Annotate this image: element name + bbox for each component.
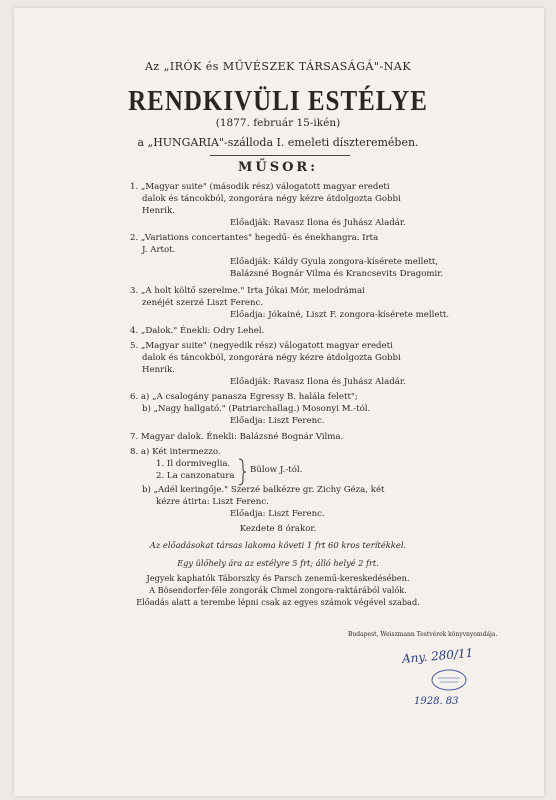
archive-stamp-icon	[430, 668, 468, 692]
ticket-note: Jegyek kaphatók Táborszky és Parsch zenemű-kereskedésében.	[146, 573, 410, 583]
event-date: (1877. február 15-ikén)	[215, 117, 341, 129]
item-line: 6. a) „A csalogány panasza Egressy B. halála felett";	[130, 392, 358, 402]
item-line: kézre átirta: Liszt Ferenc.	[156, 497, 269, 507]
program-item-1	[130, 181, 430, 229]
program-item-6	[130, 391, 430, 427]
program-item-8	[130, 446, 430, 520]
price-note: Egy ülőhely ára az estélyre 5 frt; álló helyé 2 frt.	[177, 558, 379, 568]
item-line: 8. a) Két intermezzo.	[130, 447, 221, 457]
item-line: b) „Adél keringője." Szerzé balkézre gr. Zichy Géza, két	[142, 485, 385, 495]
program-item-3	[130, 285, 450, 321]
item-performers: Előadja: Liszt Ferenc.	[230, 509, 325, 519]
divider	[210, 155, 350, 156]
dinner-note: Az előadásokat társas lakoma követi 1 frt 60 kros terítékkel.	[149, 540, 407, 550]
start-time: Kezdete 8 órakor.	[239, 524, 317, 534]
item-line: 2. La canzonatura	[156, 471, 235, 481]
item-line: zenéjét szerzé Liszt Ferenc.	[142, 298, 264, 308]
item-line: dalok és táncokból, zongorára négy kézre átdolgozta Gobbi	[142, 194, 401, 204]
brace-icon	[237, 458, 247, 486]
item-performers: Előadja: Jókainé, Liszt F. zongora-kísérete mellett.	[230, 310, 450, 320]
piano-note: A Bösendorfer-féle zongorák Chmel zongora-raktárából valók.	[149, 585, 407, 595]
program-item-2	[130, 232, 444, 280]
item-performers: Balázsné Bognár Vilma és Krancsevits Dragomir.	[230, 269, 444, 279]
item-line: b) „Nagy hallgató." (Patriarchallag.) Mosonyi M.-tól.	[142, 404, 371, 414]
item-line: 5. „Magyar suite" (negyedik rész) válogatott magyar eredeti	[130, 341, 393, 351]
society-header: Az „IRÓK és MŰVÉSZEK TÁRSASÁGÁ"-NAK	[144, 60, 412, 73]
item-line: 1. Il dormiveglia.	[156, 459, 231, 469]
item-line: Henrik.	[142, 206, 175, 216]
item-line: dalok és táncokból, zongorára négy kézre átdolgozta Gobbi	[142, 353, 401, 363]
program-item-7	[130, 431, 430, 443]
item-performers: Előadják: Ravasz Ilona és Juhász Aladár.	[230, 377, 406, 387]
page-title: RENDKIVÜLI ESTÉLYE	[128, 85, 428, 117]
program-item-5	[130, 340, 430, 388]
item-line: 4. „Dalok." Énekli: Odry Lehel.	[130, 326, 265, 336]
item-line: J. Artot.	[142, 245, 176, 255]
bulow-credit: Bülow J.-tól.	[250, 465, 303, 475]
entry-note: Előadás alatt a terembe lépni csak az egyes számok végével szabad.	[136, 597, 420, 607]
item-line: 2. „Variations concertantes" hegedű- és énekhangra. Irta	[130, 233, 379, 243]
item-line: Henrik.	[142, 365, 175, 375]
program-item-4	[130, 325, 430, 337]
item-performers: Előadja: Liszt Ferenc.	[230, 416, 325, 426]
item-performers: Előadják: Káldy Gyula zongora-kísérete mellett,	[230, 257, 439, 267]
item-performers: Előadják: Ravasz Ilona és Juhász Aladár.	[230, 218, 406, 228]
item-line: 1. „Magyar suite" (második rész) válogatott magyar eredeti	[130, 182, 390, 192]
item-line: 3. „A holt költő szerelme." Irta Jókai Mór, melodrámai	[130, 286, 365, 296]
program-heading: MŰSOR:	[237, 160, 319, 175]
handwritten-ref: Any. 280/11	[401, 645, 474, 666]
item-line: 7. Magyar dalok. Énekli: Balázsné Bognár Vilma.	[130, 432, 344, 442]
printer-credit: Budapest, Weiszmann Testvérek könyvnyomdája.	[348, 631, 498, 638]
event-venue: a „HUNGARIA"-szálloda I. emeleti díszteremében.	[137, 136, 419, 149]
stamp-date: 1928. 83	[414, 696, 459, 707]
